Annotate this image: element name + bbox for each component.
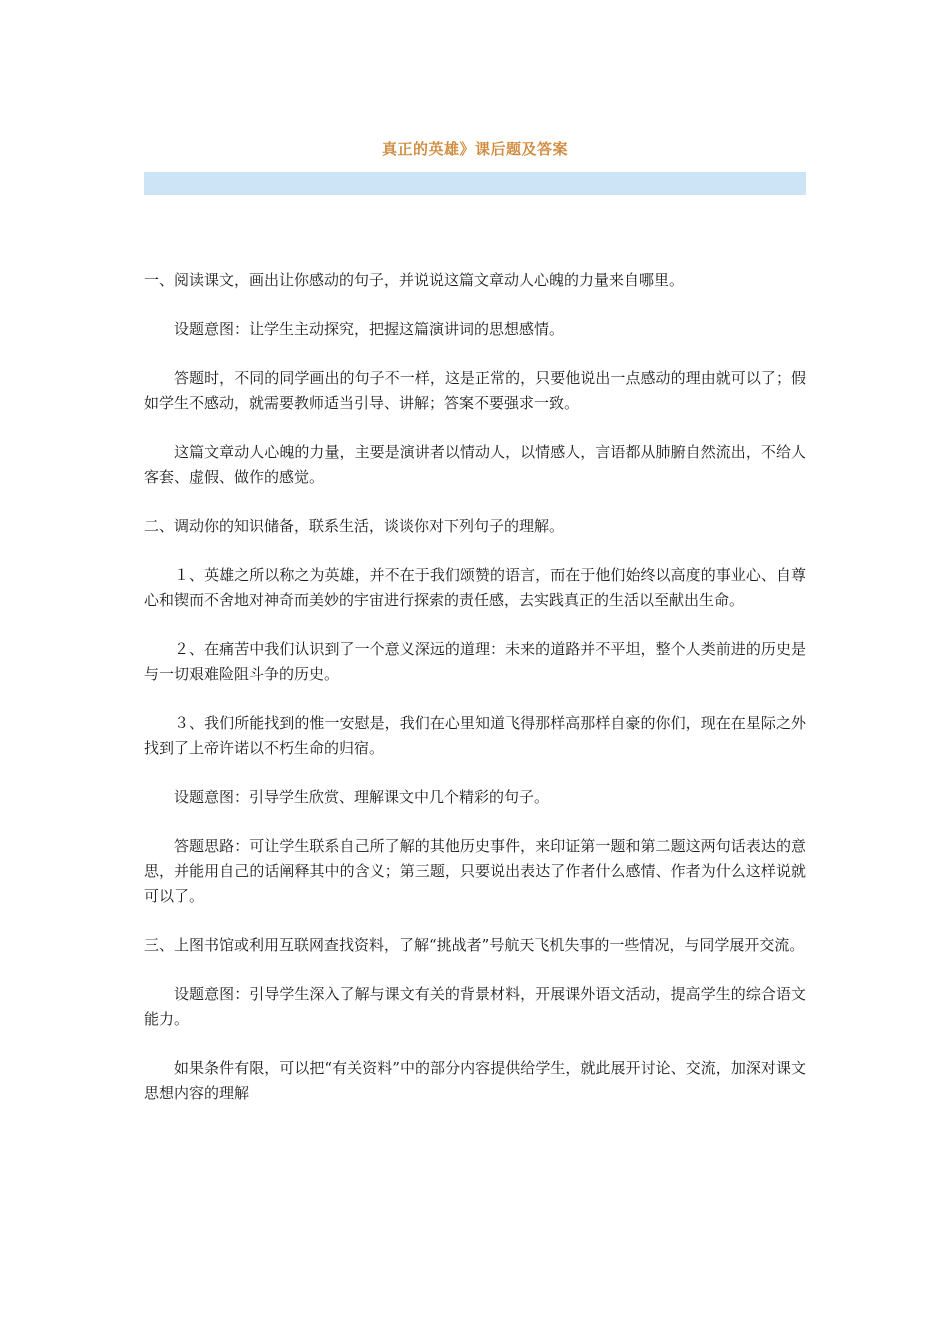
question-1-heading: 一、阅读课文，画出让你感动的句子，并说说这篇文章动人心魄的力量来自哪里。 [144,271,685,289]
title-divider-band [144,172,806,195]
question-1-answer-note: 答题时，不同的同学画出的句子不一样，这是正常的，只要他说出一点感动的理由就可以了；假如学生不感动，就需要教师适当引导、讲解；答案不要强求一致。 [144,369,806,412]
page-title: 真正的英雄》课后题及答案 [381,140,568,158]
question-1-intent: 设题意图：让学生主动探究，把握这篇演讲词的思想感情。 [174,320,565,338]
question-2-sentence-3: ３、我们所能找到的惟一安慰是，我们在心里知道飞得那样高那样自豪的你们，现在在星际之外找到了上帝许诺以不朽生命的归宿。 [144,714,806,757]
question-2-heading: 二、调动你的知识储备，联系生活，谈谈你对下列句子的理解。 [144,517,565,535]
question-3-heading: 三、上图书馆或利用互联网查找资料，了解“挑战者”号航天飞机失事的一些情况，与同学展开交流。 [144,936,805,954]
question-1-answer: 这篇文章动人心魄的力量，主要是演讲者以情动人，以情感人，言语都从肺腑自然流出，不给人客套、虚假、做作的感觉。 [144,443,806,486]
question-2-sentence-1: １、英雄之所以称之为英雄，并不在于我们颂赞的语言，而在于他们始终以高度的事业心、自尊心和锲而不舍地对神奇而美妙的宇宙进行探索的责任感，去实践真正的生活以至献出生命。 [144,566,806,609]
question-2-intent: 设题意图：引导学生欣赏、理解课文中几个精彩的句子。 [174,788,550,806]
document-body [144,268,806,1130]
question-3-intent: 设题意图：引导学生深入了解与课文有关的背景材料，开展课外语文活动，提高学生的综合语文能力。 [144,985,806,1028]
question-2-sentence-2: ２、在痛苦中我们认识到了一个意义深远的道理：未来的道路并不平坦，整个人类前进的历史是与一切艰难险阻斗争的历史。 [144,640,806,683]
question-2-answer: 答题思路：可让学生联系自己所了解的其他历史事件，来印证第一题和第二题这两句话表达的意思，并能用自己的话阐释其中的含义；第三题，只要说出表达了作者什么感情、作者为什么这样说就可以了。 [144,837,806,905]
question-3-answer: 如果条件有限，可以把“有关资料”中的部分内容提供给学生，就此展开讨论、交流，加深对课文思想内容的理解 [144,1059,806,1102]
